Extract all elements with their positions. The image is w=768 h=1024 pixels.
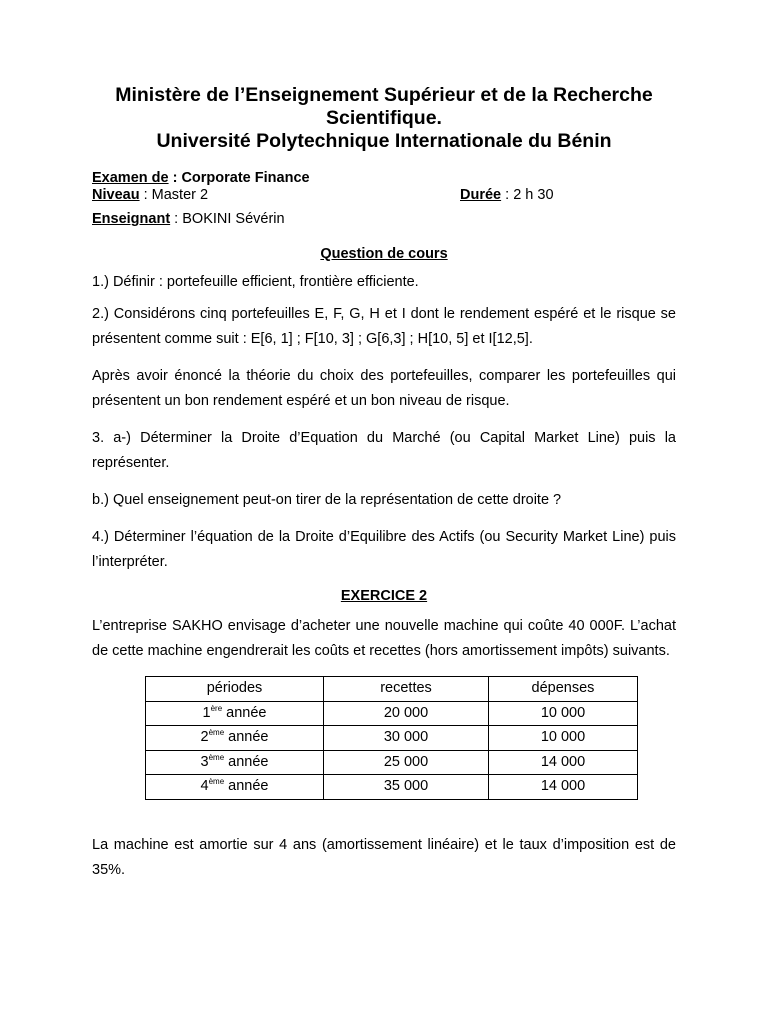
period-suffix: année — [224, 753, 269, 770]
question-2-followup: Après avoir énoncé la théorie du choix des portefeuilles, comparer les portefeuilles qui présentent un bon rendement espéré et un bon niveau de risque. — [92, 368, 676, 409]
title-line-ministry: Ministère de l’Enseignement Supérieur et de la Recherche — [115, 84, 653, 106]
period-ordinal: ère — [210, 703, 223, 713]
level-label: Niveau — [92, 187, 140, 203]
teacher-label: Enseignant — [92, 211, 171, 227]
question-1: 1.) Définir : portefeuille efficient, frontière efficiente. — [92, 274, 419, 290]
exam-subject-row — [92, 170, 676, 187]
expense-cell: 10 000 — [489, 726, 638, 751]
section-heading-exercise — [92, 588, 676, 604]
revenue-cell: 30 000 — [324, 726, 489, 751]
question-2: 2.) Considérons cinq portefeuilles E, F, G, H et I dont le rendement espéré et le risque se présentent comme suit : E[6, 1] ; F[10, 3] ; G[6,3] ; H[10, 5] et I[12,5]. — [92, 306, 676, 347]
period-number: 2 — [200, 729, 209, 746]
exam-value: : Corporate Finance — [168, 170, 310, 186]
period-ordinal: ème — [208, 728, 225, 738]
table-header-cell: périodes — [146, 677, 324, 702]
table-row — [146, 750, 638, 775]
duration-field — [460, 187, 554, 204]
exam-meta — [92, 170, 676, 228]
period-number: 4 — [200, 778, 209, 795]
question-3b: b.) Quel enseignement peut-on tirer de la représentation de cette droite ? — [92, 492, 562, 508]
table-row — [146, 775, 638, 800]
title-line-ministry-cont: Scientifique. — [326, 107, 442, 129]
exercise-intro: L’entreprise SAKHO envisage d’acheter une nouvelle machine qui coûte 40 000F. L’achat de cette machine engendrerait les coûts et recettes (hors amortissement impôts) suivants. — [92, 618, 676, 659]
table-row — [146, 726, 638, 751]
period-suffix: année — [222, 704, 267, 721]
level-row — [92, 187, 676, 204]
section-heading-questions-text: Question de cours — [320, 246, 448, 262]
table-row — [146, 701, 638, 726]
exam-label: Examen de — [92, 170, 169, 186]
period-ordinal: ème — [208, 777, 225, 787]
duration-label: Durée — [460, 187, 502, 203]
period-cell — [146, 775, 324, 800]
expense-cell: 14 000 — [489, 775, 638, 800]
period-ordinal: ème — [208, 752, 225, 762]
revenue-cell: 35 000 — [324, 775, 489, 800]
period-cell — [146, 701, 324, 726]
document-title — [92, 84, 676, 153]
cashflow-table — [145, 676, 638, 800]
section-heading-exercise-text: EXERCICE 2 — [340, 588, 428, 604]
teacher-row — [92, 211, 676, 228]
period-cell — [146, 726, 324, 751]
section-heading-questions — [92, 246, 676, 262]
exam-document — [92, 84, 676, 883]
table-header-cell: recettes — [324, 677, 489, 702]
question-4: 4.) Déterminer l’équation de la Droite d’Equilibre des Actifs (ou Security Market Line) puis l’interpréter. — [92, 529, 676, 570]
exercise-closing: La machine est amortie sur 4 ans (amortissement linéaire) et le taux d’imposition est de 35%. — [92, 836, 676, 878]
revenue-cell: 20 000 — [324, 701, 489, 726]
expense-cell: 14 000 — [489, 750, 638, 775]
table-header-cell: dépenses — [489, 677, 638, 702]
period-number: 1 — [202, 704, 211, 721]
table-header-row — [146, 677, 638, 702]
duration-value: : 2 h 30 — [501, 187, 554, 203]
period-suffix: année — [224, 778, 269, 795]
period-number: 3 — [200, 753, 209, 770]
expense-cell: 10 000 — [489, 701, 638, 726]
question-3a: 3. a-) Déterminer la Droite d’Equation du Marché (ou Capital Market Line) puis la représenter. — [92, 430, 676, 471]
title-line-university: Université Polytechnique Internationale du Bénin — [156, 130, 612, 152]
period-suffix: année — [224, 729, 269, 746]
period-cell — [146, 750, 324, 775]
revenue-cell: 25 000 — [324, 750, 489, 775]
level-value: : Master 2 — [139, 187, 209, 203]
teacher-value: : BOKINI Sévérin — [170, 211, 285, 227]
